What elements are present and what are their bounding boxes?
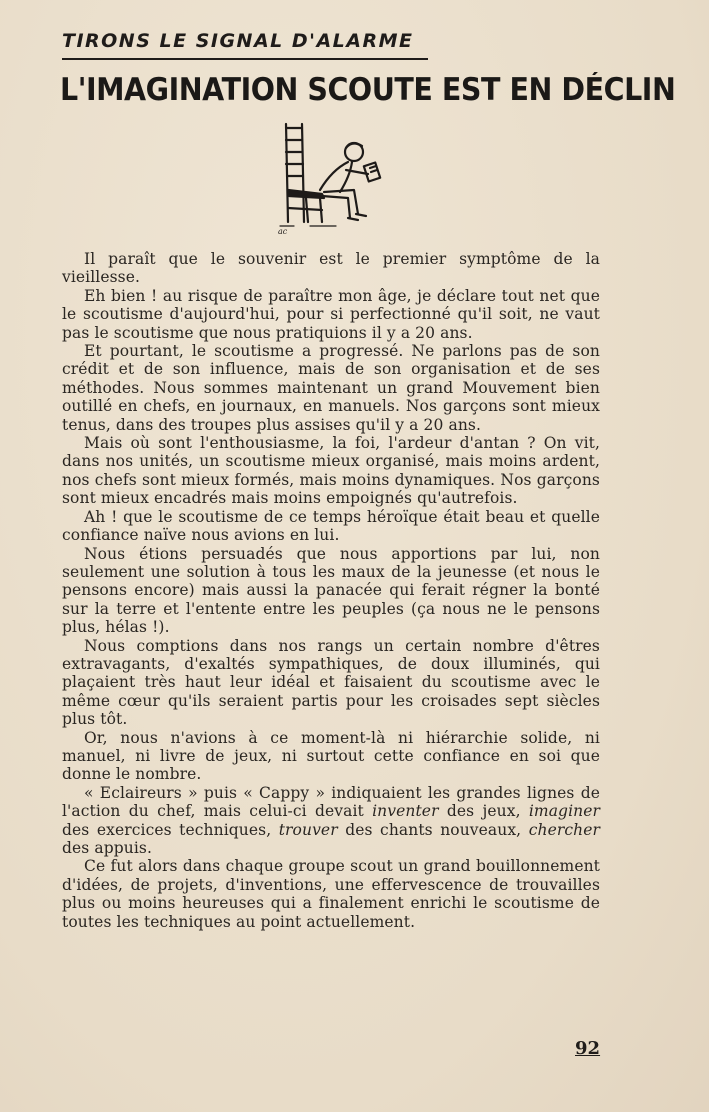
emphasis: imaginer [528, 802, 600, 821]
section-kicker: TIRONS LE SIGNAL D'ALARME [62, 30, 414, 52]
article-title: L'IMAGINATION SCOUTE EST EN DÉCLIN [60, 72, 676, 108]
text-run: des chants nouveaux, [337, 820, 529, 839]
text-run: des jeux, [438, 802, 529, 821]
text-run: des appuis. [62, 839, 152, 857]
text-run: des exercices techniques, [62, 820, 279, 839]
article-body [62, 250, 600, 931]
paragraph: Ah ! que le scoutisme de ce temps héroïque était beau et quelle confiance naïve nous avions en lui. [62, 507, 600, 545]
page-number: 92 [575, 1038, 601, 1059]
emphasis: chercher [528, 820, 600, 839]
emphasis: trouver [278, 820, 338, 839]
paragraph [62, 784, 600, 858]
paragraph: Eh bien ! au risque de paraître mon âge, je déclare tout net que le scoutisme d'aujourd'hui, pour si perfectionné qu'il soit, ne vaut pas le scoutisme que nous pratiquions il y a 20 ans. [62, 286, 600, 342]
paragraph: Nous comptions dans nos rangs un certain nombre d'êtres extravagants, d'exaltés sympathiques, de doux illuminés, qui plaçaient très haut leur idéal et faisaient du scoutisme avec le même cœur qu'ils seraient partis pour les croisades sept siècles plus tôt. [62, 636, 600, 729]
emphasis: inventer [372, 802, 439, 821]
person-reading-on-chair-illustration [276, 118, 396, 234]
kicker-underline [62, 58, 428, 60]
illustration-signature: ac [278, 227, 288, 234]
paragraph: Et pourtant, le scoutisme a progressé. Ne parlons pas de son crédit et de son influence, mais de son organisation et de ses méthodes. Nous sommes maintenant un grand Mouvement bien outillé en chefs, en journaux, en manuels. Nos garçons sont mieux tenus, dans des troupes plus assises qu'il y a 20 ans. [62, 342, 600, 434]
paragraph: Ce fut alors dans chaque groupe scout un grand bouillonnement d'idées, de projets, d'inventions, une effervescence de trouvailles plus ou moins heureuses qui a finalement enrichi le scoutisme de toutes les techniques au point actuellement. [62, 857, 600, 931]
paragraph: Or, nous n'avions à ce moment-là ni hiérarchie solide, ni manuel, ni livre de jeux, ni surtout cette confiance en soi que donne le nombre. [62, 728, 600, 784]
paragraph: Il paraît que le souvenir est le premier symptôme de la vieillesse. [62, 250, 600, 287]
paragraph: Mais où sont l'enthousiasme, la foi, l'ardeur d'antan ? On vit, dans nos unités, un scoutisme mieux organisé, mais moins ardent, nos chefs sont mieux formés, mais moins dynamiques. Nos garçons sont mieux encadrés mais moins empoignés qu'autrefois. [62, 434, 600, 508]
text-run: « Eclaireurs » puis « Cappy » indiquaient les grandes lignes de l'action du chef, mais celui-ci devait [62, 783, 600, 821]
paragraph: Nous étions persuadés que nous apportions par lui, non seulement une solution à tous les maux de la jeunesse (et nous le pensons encore) mais aussi la panacée qui ferait régner la bonté sur la terre et l'entente entre les peuples (ça nous ne le pensons plus, hélas !). [62, 544, 600, 637]
